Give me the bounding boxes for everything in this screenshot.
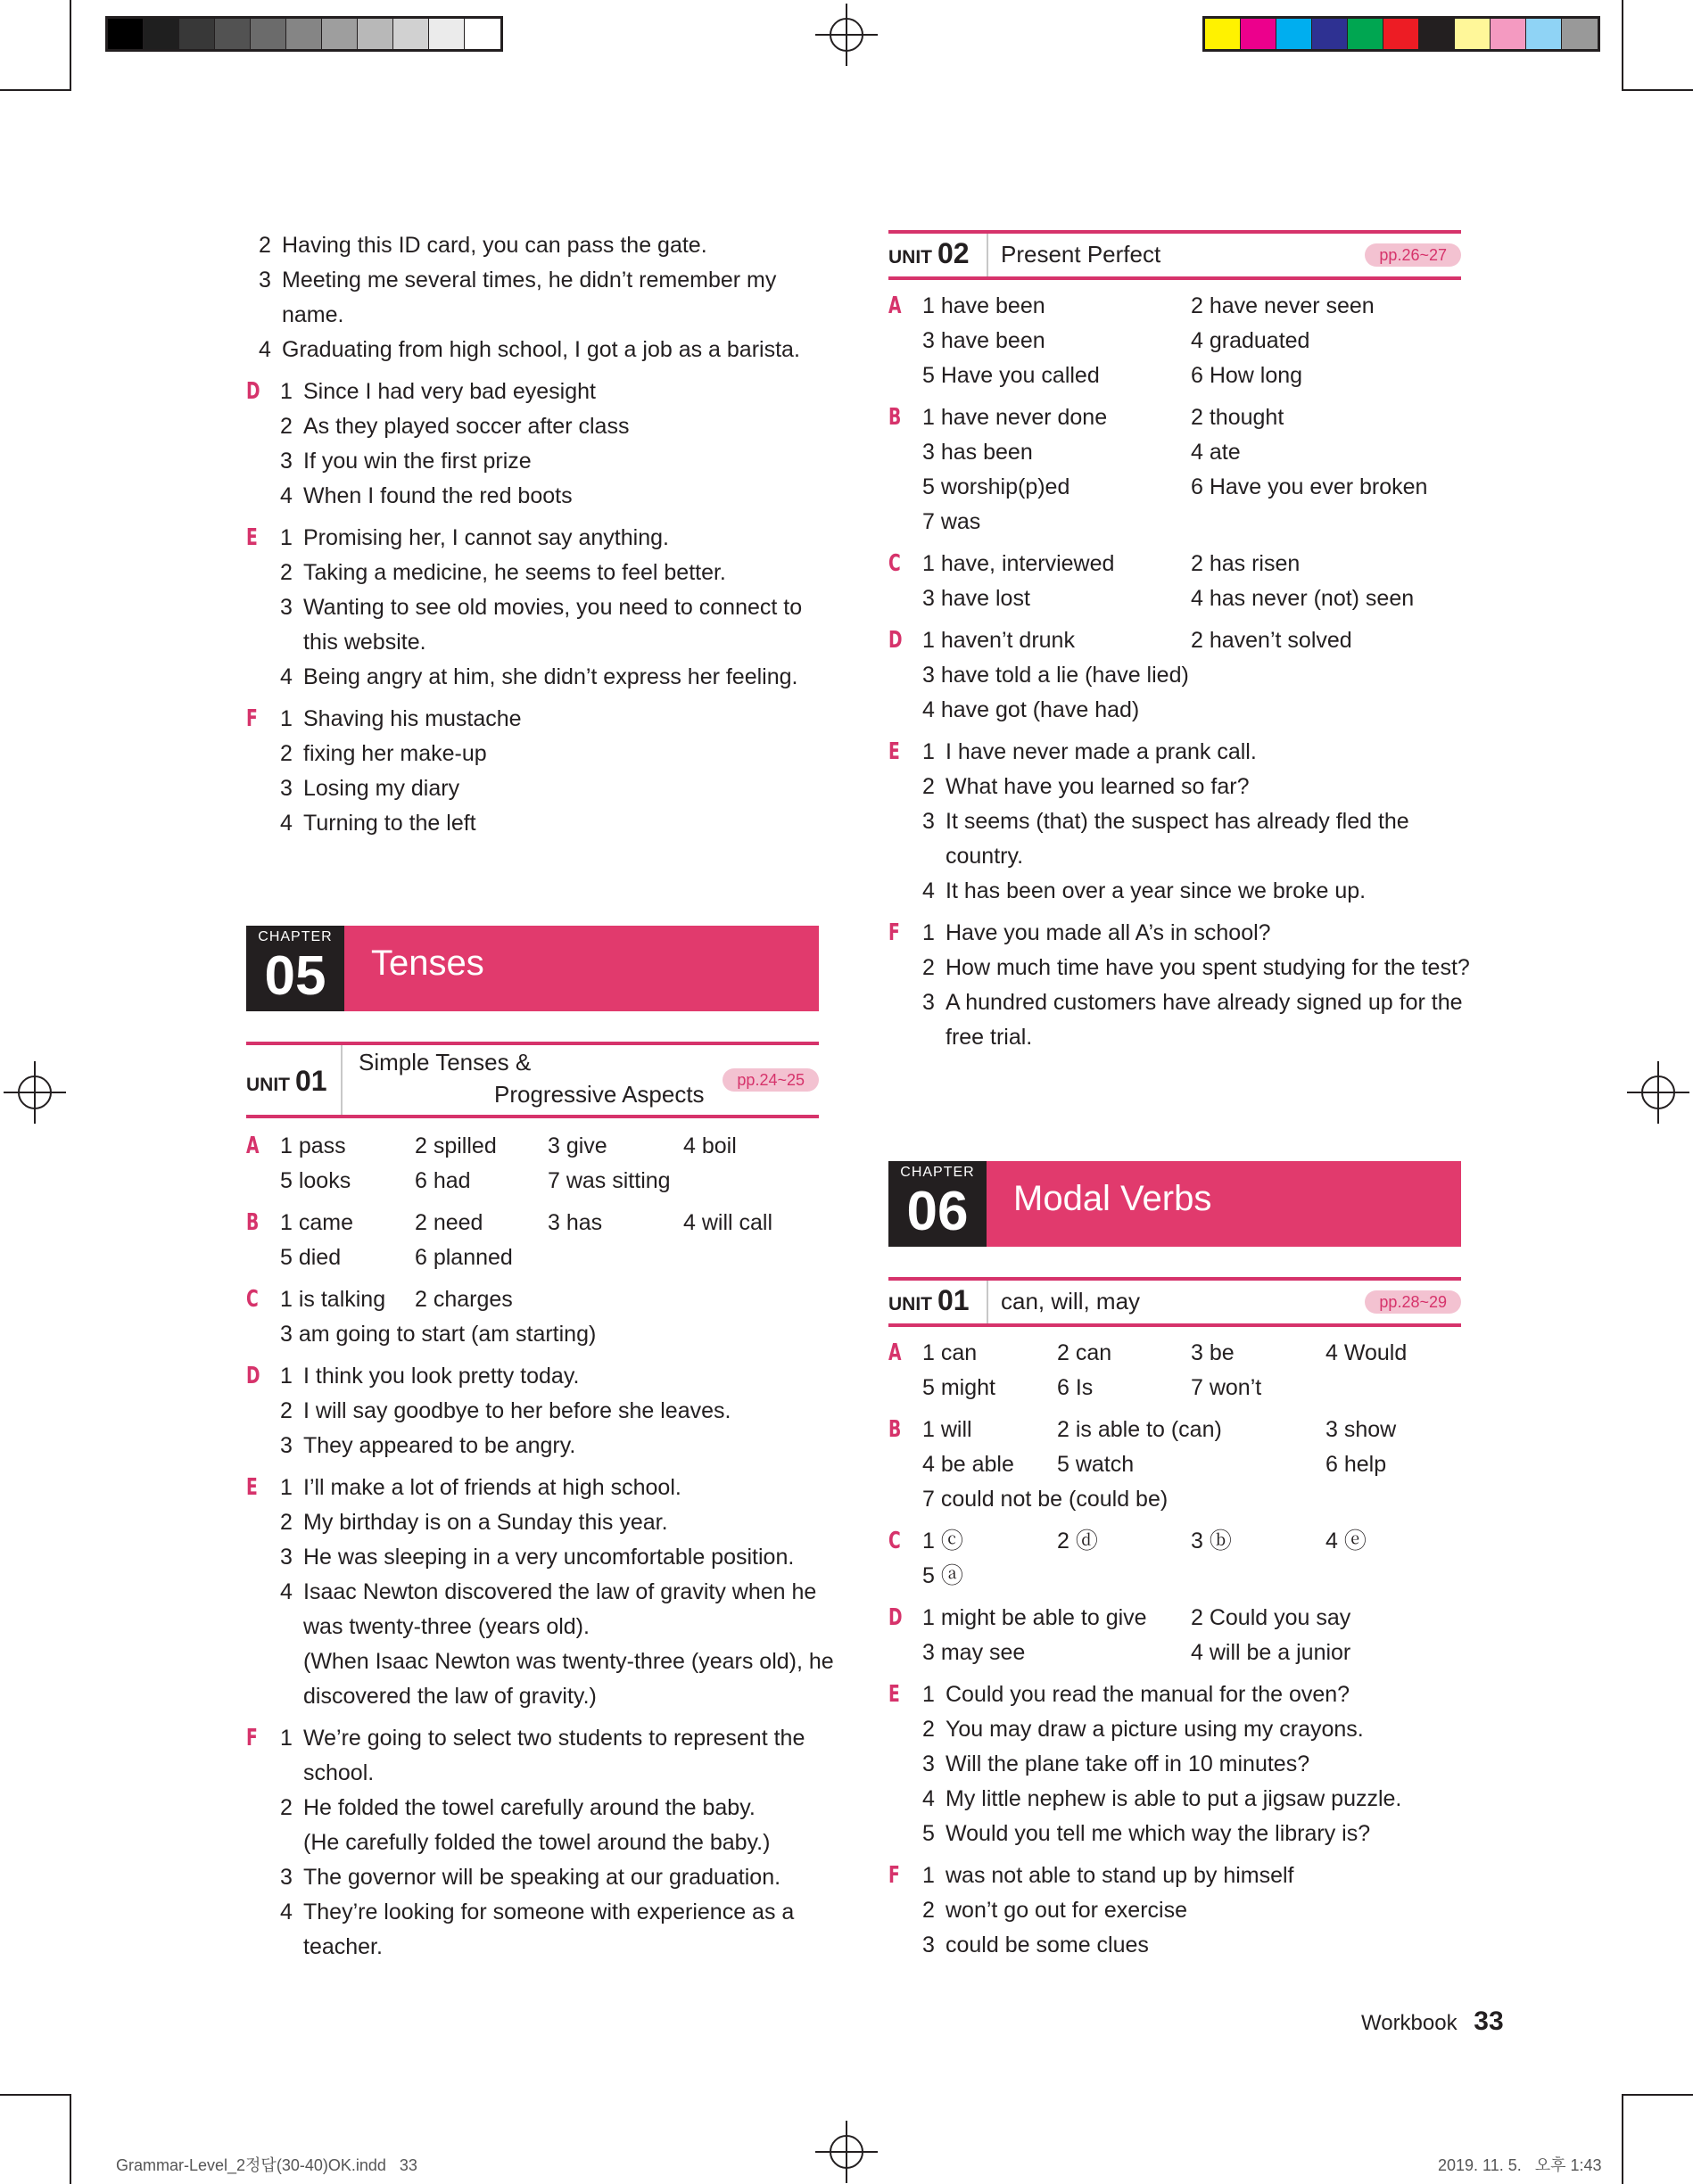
answer-cell: 7 was sitting: [548, 1168, 671, 1193]
list-item: 2 As they played soccer after class: [280, 414, 630, 439]
answer-cell: 4 have got (have had): [922, 697, 1140, 722]
answer-cell: 3 be: [1191, 1340, 1235, 1365]
list-item: 2 What have you learned so far?: [922, 774, 1250, 799]
unit-section-a: [888, 1336, 1477, 1405]
answer-cell: 2 haven’t solved: [1191, 628, 1352, 653]
section-letter-e: E: [246, 1474, 258, 1501]
section-letter-d: D: [888, 1604, 903, 1631]
answer-cell: 6 had: [415, 1168, 471, 1193]
list-item: 1 I’ll make a lot of friends at high school.: [280, 1475, 681, 1500]
list-item: 3 Meeting me several times, he didn’t remember my name.: [259, 268, 777, 327]
answer-cell: 7 was: [922, 509, 981, 534]
list-item: 3 It seems (that) the suspect has already fled the country.: [922, 809, 1409, 869]
list-item: 3 If you win the first prize: [280, 449, 532, 474]
list-item: 4 Turning to the left: [280, 811, 476, 836]
list-item: 3 Wanting to see old movies, you need to connect to this website.: [280, 595, 803, 655]
answer-cell: 4 graduated: [1191, 328, 1310, 353]
answer-cell: 5 died: [280, 1245, 342, 1270]
answer-cell: 6 How long: [1191, 363, 1303, 388]
list-item: 3 He was sleeping in a very uncomfortable position.: [280, 1545, 795, 1570]
list-item: 2 fixing her make-up: [280, 741, 487, 766]
section-f: [246, 702, 835, 841]
registration-mark-top: [815, 4, 878, 66]
chapter-title: Modal Verbs: [1013, 1179, 1212, 1218]
section-b: [888, 400, 1477, 540]
page-ref-pill: pp.28~29: [1365, 1290, 1461, 1314]
answer-cell: 1 ⓒ: [922, 1529, 963, 1554]
color-bar: [1202, 16, 1600, 52]
section-letter-f: F: [888, 1862, 900, 1889]
answer-cell: 4 has never (not) seen: [1191, 586, 1415, 611]
unit-section-f: [246, 1721, 835, 1965]
section-letter-a: A: [888, 293, 902, 319]
chapter-label: CHAPTER: [258, 929, 333, 944]
answer-cell: 3 has been: [922, 440, 1033, 465]
list-item: 2 Taking a medicine, he seems to feel better.: [280, 560, 726, 585]
section-letter-c: C: [246, 1286, 259, 1313]
answer-cell: 4 Would: [1325, 1340, 1408, 1365]
answer-cell: 6 planned: [415, 1245, 513, 1270]
answer-cell: 5 ⓐ: [922, 1563, 963, 1588]
file-slug: Grammar-Level_2정답(30-40)OK.indd 33: [116, 2156, 417, 2174]
unit-divider: [987, 234, 988, 276]
section-letter-b: B: [888, 404, 902, 431]
chapter-badge: [246, 926, 344, 1011]
chapter-06-banner: [888, 1161, 1461, 1247]
list-item: 1 I have never made a prank call.: [922, 739, 1257, 764]
answer-cell: 1 pass: [280, 1133, 346, 1158]
section-letter-d: D: [246, 1363, 260, 1389]
answer-cell: 2 is able to (can): [1057, 1417, 1222, 1442]
answer-cell: 1 have never done: [922, 405, 1108, 430]
list-item: 4 It has been over a year since we broke up.: [922, 878, 1367, 903]
section-letter-d: D: [888, 627, 903, 654]
section-letter-b: B: [246, 1209, 260, 1236]
right-column-top: [888, 289, 1477, 1062]
alternate-answer: (When Isaac Newton was twenty-three (years old), he discovered the law of gravity.): [303, 1649, 834, 1709]
answer-cell: 4 will call: [683, 1210, 773, 1235]
unit-section-a: [246, 1129, 835, 1199]
right-column-bottom: [888, 1336, 1477, 1970]
answer-cell: 3 have lost: [922, 586, 1030, 611]
answer-cell: 3 have been: [922, 328, 1045, 353]
chapter-badge: [888, 1161, 987, 1247]
list-item: 1 Have you made all A’s in school?: [922, 920, 1271, 945]
answer-cell: 7 could not be (could be): [922, 1487, 1169, 1512]
unit-title-line2: Progressive Aspects: [494, 1081, 705, 1108]
answer-cell: 3 am going to start (am starting): [280, 1322, 597, 1347]
section-a: [888, 289, 1477, 393]
answer-cell: 2 can: [1057, 1340, 1112, 1365]
section-letter-c: C: [888, 1528, 901, 1554]
list-item: 1 We’re going to select two students to represent the school.: [280, 1726, 805, 1785]
section-letter-a: A: [888, 1339, 902, 1366]
section-letter-e: E: [888, 738, 900, 765]
unit-section-b: [246, 1206, 835, 1275]
page-ref-pill: pp.26~27: [1365, 243, 1461, 267]
section-e: [888, 735, 1477, 909]
list-item: 1 Since I had very bad eyesight: [280, 379, 596, 404]
answer-cell: 6 Is: [1057, 1375, 1094, 1400]
list-item: 2 Having this ID card, you can pass the gate.: [259, 233, 707, 258]
section-letter-d: D: [246, 378, 260, 405]
answer-cell: 3 ⓑ: [1191, 1529, 1232, 1554]
section-f: [888, 916, 1477, 1055]
page-ref-pill: pp.24~25: [723, 1068, 819, 1092]
unit-label: UNIT 02: [888, 237, 970, 269]
answer-cell: 2 have never seen: [1191, 293, 1375, 318]
answer-cell: 1 have, interviewed: [922, 551, 1115, 576]
chapter-number: 05: [264, 945, 326, 1007]
answer-cell: 4 boil: [683, 1133, 737, 1158]
answer-cell: 3 give: [548, 1133, 607, 1158]
answer-cell: 6 help: [1325, 1452, 1387, 1477]
list-item: 1 Shaving his mustache: [280, 706, 522, 731]
unit-section-f: [888, 1858, 1477, 1963]
answer-cell: 1 have been: [922, 293, 1045, 318]
answer-cell: 3 show: [1325, 1417, 1397, 1442]
workbook-label: Workbook: [1361, 2011, 1458, 2035]
unit-section-c: [246, 1282, 835, 1352]
answer-cell: 4 will be a junior: [1191, 1640, 1351, 1665]
answer-cell: 7 won’t: [1191, 1375, 1262, 1400]
section-letter-e: E: [888, 1681, 900, 1708]
list-item: 1 I think you look pretty today.: [280, 1364, 580, 1389]
answer-cell: 2 has risen: [1191, 551, 1301, 576]
list-item: 3 Will the plane take off in 10 minutes?: [922, 1751, 1310, 1776]
left-column-bottom: [246, 1129, 835, 1972]
unit-title: can, will, may: [1001, 1288, 1141, 1315]
section-letter-f: F: [888, 919, 900, 946]
answer-cell: 5 might: [922, 1375, 995, 1400]
chapter-label: CHAPTER: [900, 1165, 975, 1180]
list-item: 3 The governor will be speaking at our graduation.: [280, 1865, 781, 1890]
section-letter-f: F: [246, 705, 258, 732]
answer-cell: 5 Have you called: [922, 363, 1100, 388]
list-item: 3 Losing my diary: [280, 776, 460, 801]
answer-cell: 1 is talking: [280, 1287, 386, 1312]
answer-cell: 2 Could you say: [1191, 1605, 1351, 1630]
answer-cell: 1 came: [280, 1210, 353, 1235]
unit-label: UNIT 01: [888, 1284, 970, 1316]
unit-02-header: [888, 230, 1461, 280]
chapter-05-banner: [246, 926, 819, 1011]
answer-cell: 1 might be able to give: [922, 1605, 1147, 1630]
list-item: 1 was not able to stand up by himself: [922, 1863, 1294, 1888]
unit-section-d: [246, 1359, 835, 1463]
answer-cell: 1 can: [922, 1340, 978, 1365]
page-footer: [1361, 2007, 1504, 2037]
answer-cell: 2 ⓓ: [1057, 1529, 1098, 1554]
section-letter-b: B: [888, 1416, 902, 1443]
answer-cell: 3 has: [548, 1210, 603, 1235]
list-item: 3 They appeared to be angry.: [280, 1433, 576, 1458]
answer-cell: 2 need: [415, 1210, 483, 1235]
list-item: 1 Could you read the manual for the oven?: [922, 1682, 1350, 1707]
answer-cell: 2 charges: [415, 1287, 513, 1312]
list-item: 2 He folded the towel carefully around the baby.: [280, 1795, 756, 1820]
answer-cell: 3 may see: [922, 1640, 1026, 1665]
list-item: 4 Isaac Newton discovered the law of gravity when he was twenty-three (years old).: [280, 1579, 817, 1639]
list-item: 4 When I found the red boots: [280, 483, 573, 508]
section-c: [888, 547, 1477, 616]
unit-title-line1: Simple Tenses &: [359, 1049, 532, 1076]
answer-cell: 3 have told a lie (have lied): [922, 663, 1189, 688]
answer-cell: 5 watch: [1057, 1452, 1135, 1477]
unit-title: Present Perfect: [1001, 241, 1161, 268]
answer-cell: 5 worship(p)ed: [922, 474, 1070, 499]
section-letter-c: C: [888, 550, 901, 577]
list-item: 2 won’t go out for exercise: [922, 1898, 1187, 1923]
unit-section-e: [888, 1677, 1477, 1851]
list-item: 4 My little nephew is able to put a jigsaw puzzle.: [922, 1786, 1402, 1811]
unit-section-c: [888, 1524, 1477, 1594]
list-item: 2 My birthday is on a Sunday this year.: [280, 1510, 668, 1535]
answer-cell: 1 haven’t drunk: [922, 628, 1075, 653]
list-item: 4 They’re looking for someone with experience as a teacher.: [280, 1900, 795, 1959]
page-number: 33: [1474, 2007, 1504, 2036]
section-letter-a: A: [246, 1133, 260, 1159]
unit-divider: [987, 1281, 988, 1323]
left-column-top: [246, 228, 835, 848]
print-date: 2019. 11. 5. 오후 1:43: [1438, 2156, 1602, 2174]
unit-label: UNIT 01: [246, 1065, 327, 1097]
answer-cell: 4 ate: [1191, 440, 1241, 465]
list-item: 3 A hundred customers have already signed up for the free trial.: [922, 990, 1463, 1050]
chapter-number: 06: [906, 1181, 969, 1242]
list-item: 2 I will say goodbye to her before she leaves.: [280, 1398, 731, 1423]
unit-01-header: [246, 1042, 819, 1118]
section-d: [246, 375, 835, 514]
answer-cell: 1 will: [922, 1417, 972, 1442]
section-e: [246, 521, 835, 695]
section-d: [888, 623, 1477, 728]
list-item: 2 How much time have you spent studying for the test?: [922, 955, 1470, 980]
registration-mark-right: [1627, 1061, 1689, 1124]
unit-divider: [341, 1045, 343, 1115]
answer-cell: 4 be able: [922, 1452, 1014, 1477]
answer-cell: 2 spilled: [415, 1133, 497, 1158]
list-item: 3 could be some clues: [922, 1933, 1149, 1957]
list-item: 4 Being angry at him, she didn’t express her feeling.: [280, 664, 798, 689]
unit-section-b: [888, 1413, 1477, 1517]
unit-section-d: [888, 1601, 1477, 1670]
answer-cell: 5 looks: [280, 1168, 351, 1193]
section-letter-e: E: [246, 524, 258, 551]
list-item: 2 You may draw a picture using my crayons.: [922, 1717, 1364, 1742]
list-item: 4 Graduating from high school, I got a job as a barista.: [259, 337, 800, 362]
grayscale-bar: [105, 16, 503, 52]
unit-section-e: [246, 1471, 835, 1714]
registration-mark-bottom: [815, 2121, 878, 2183]
chapter-title: Tenses: [371, 944, 484, 983]
list-item: 5 Would you tell me which way the library is?: [922, 1821, 1371, 1846]
unit-01-modal-header: [888, 1277, 1461, 1327]
answer-cell: 6 Have you ever broken: [1191, 474, 1428, 499]
registration-mark-left: [4, 1061, 66, 1124]
section-c-continued: [246, 228, 835, 367]
answer-cell: 4 ⓔ: [1325, 1529, 1367, 1554]
section-letter-f: F: [246, 1725, 258, 1751]
alternate-answer: (He carefully folded the towel around the baby.): [303, 1830, 771, 1855]
list-item: 1 Promising her, I cannot say anything.: [280, 525, 669, 550]
answer-cell: 2 thought: [1191, 405, 1284, 430]
